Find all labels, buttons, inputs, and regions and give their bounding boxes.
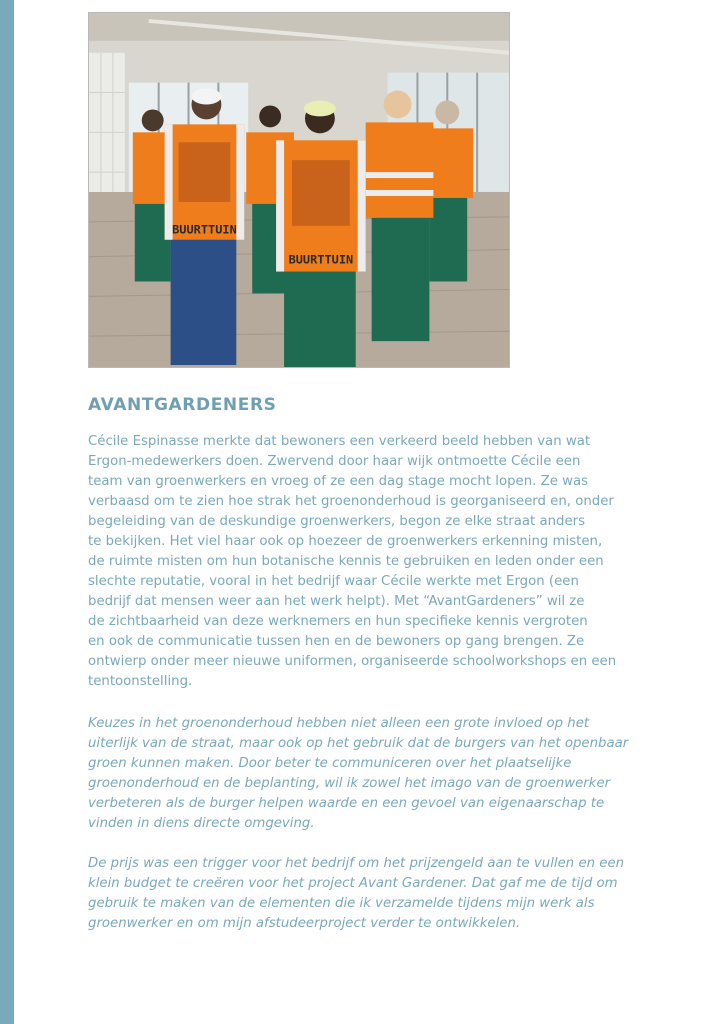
text-line: ontwierp onder meer nieuwe uniformen, organiseerde schoolworkshops en een [88,654,617,669]
text-line: slechte reputatie, vooral in het bedrijf waar Cécile werkte met Ergon (een [88,574,579,589]
text-line: groenwerker en om mijn afstudeerproject verder te ontwikkelen. [88,916,521,931]
side-accent-bar [0,0,14,1024]
text-line: de ruimte misten om hun botanische kennis te gebruiken en leden onder een [88,554,604,569]
text-line: gebruik te maken van de elementen die ik verzamelde tijdens mijn werk als [88,896,595,911]
team-photo-illustration [89,13,509,367]
text-line: bedrijf dat mensen weer aan het werk helpt). Met “AvantGardeners” wil ze [88,594,585,609]
text-line: klein budget te creëren voor het project Avant Gardener. Dat gaf me de tijd om [88,876,618,891]
quote-paragraph-1 [88,714,628,834]
text-line: verbaasd om te zien hoe strak het groenonderhoud is georganiseerd en, onder [88,494,614,509]
quote-paragraph-2 [88,854,628,934]
text-line: en ook de communicatie tussen hen en de bewoners op gang brengen. Ze [88,634,585,649]
body-paragraph-1 [88,432,628,692]
text-line: Keuzes in het groenonderhoud hebben niet alleen een grote invloed op het [88,716,590,731]
article-heading: AVANTGARDENERS [88,395,277,415]
text-line: Ergon-medewerkers doen. Zwervend door haar wijk ontmoette Cécile een [88,454,581,469]
team-photo [88,12,510,368]
vest-lettering-right: BUURTTUIN [288,252,354,267]
text-line: groen kunnen maken. Door beter te communiceren over het plaatselijke [88,756,572,771]
text-line: de zichtbaarheid van deze werknemers en hun specifieke kennis vergroten [88,614,588,629]
text-line: De prijs was een trigger voor het bedrijf om het prijzengeld aan te vullen en een [88,856,625,871]
text-line: groenonderhoud en de beplanting, wil ik zowel het imago van de groenwerker [88,776,611,791]
text-line: verbeteren als de burger helpen waarde en een gevoel van eigenaarschap te [88,796,605,811]
text-line: te bekijken. Het viel haar ook op hoezeer de groenwerkers erkenning misten, [88,534,603,549]
text-line: vinden in diens directe omgeving. [88,816,315,831]
text-line: Cécile Espinasse merkte dat bewoners een verkeerd beeld hebben van wat [88,434,591,449]
vest-lettering-left: BUURTTUIN [172,222,237,237]
text-line: team van groenwerkers en vroeg of ze een dag stage mocht lopen. Ze was [88,474,589,489]
text-line: tentoonstelling. [88,674,193,689]
text-line: begeleiding van de deskundige groenwerkers, begon ze elke straat anders [88,514,586,529]
text-line: uiterlijk van de straat, maar ook op het gebruik dat de burgers van het openbaar [88,736,629,751]
